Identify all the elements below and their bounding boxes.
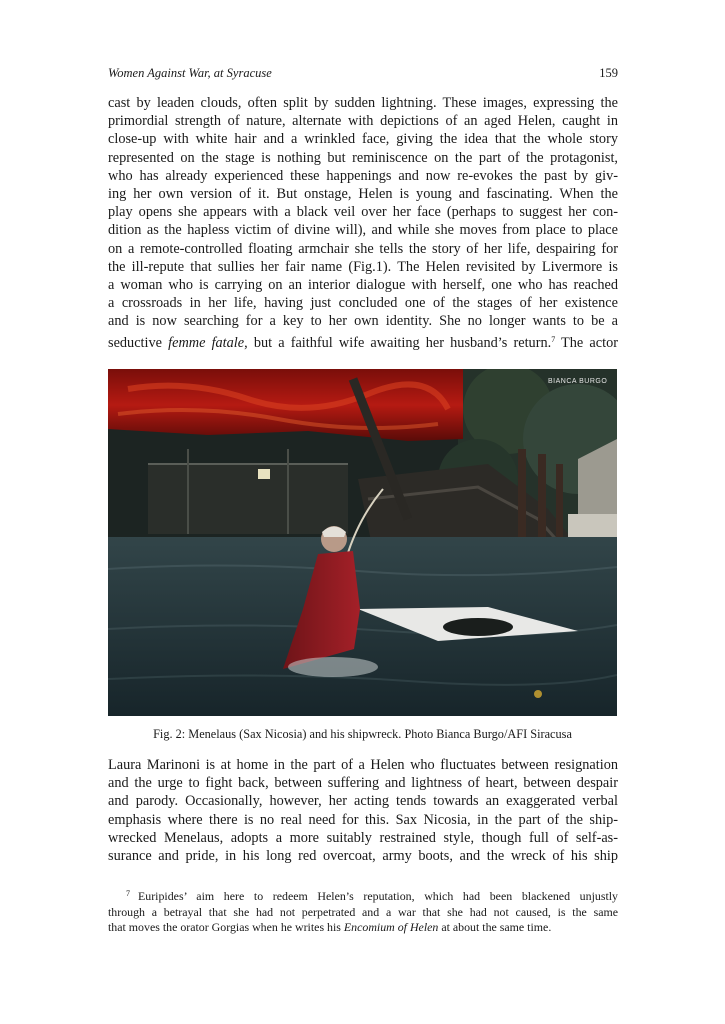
- text-line: surance and pride, in his long red overcoat, army boots, and the wreck of his ship: [108, 848, 618, 865]
- text-line: Laura Marinoni is at home in the part of a Helen who fluctuates between resignation: [108, 757, 618, 773]
- running-title: Women Against War, at Syracuse: [108, 66, 272, 80]
- italic-title: Encomium of Helen: [343, 920, 439, 934]
- text-line: a woman who is carrying on an interior dialogue with herself, one who has reached: [108, 277, 618, 294]
- footnote-line: through a betrayal that she had not perpetrated and a war that she had not caused, is the same: [108, 904, 618, 919]
- water-splash: [288, 657, 378, 677]
- text-run: The actor: [555, 334, 618, 351]
- running-header: [108, 66, 618, 82]
- figure-caption: Fig. 2: Menelaus (Sax Nicosia) and his shipwreck. Photo Bianca Burgo/AFI Siracusa: [153, 727, 572, 741]
- buoy: [534, 690, 542, 698]
- text-line: and parody. Occasionally, however, her acting tends towards an exaggerated verbal: [108, 793, 618, 810]
- text-line: the ill-repute that sullies her fair name (Fig.1). The Helen revisited by Livermore is: [108, 258, 618, 275]
- text-line: and is now searching for a key to her own identity. She no longer wants to be a: [108, 313, 618, 330]
- stage-light: [258, 469, 270, 479]
- text-run: seductive: [108, 334, 169, 351]
- text-line: a crossroads in her life, having just concluded one of the stages of her existence: [108, 295, 618, 312]
- text-line: and the urge to fight back, between suffering and lightness of heart, between despair: [108, 775, 618, 792]
- footnote-line: [108, 886, 618, 905]
- body-paragraph-2: [108, 756, 618, 865]
- text-line: play opens she appears with a black veil over her face (perhaps to suggest her con-: [108, 204, 618, 221]
- text-line: emphasis where there is no real need for this. Sax Nicosia, in the part of the ship-: [108, 811, 618, 828]
- text-line: on a remote-controlled floating armchair she tells the story of her life, despairing for: [108, 240, 618, 257]
- text-line: dition as the hapless victim of divine will), and while she moves from place to place: [108, 222, 618, 239]
- text-run: , but a faithful wife awaiting her husband’s return.: [244, 334, 552, 351]
- text-line: primordial strength of nature, alternate with depictions of an aged Helen, caught in: [108, 113, 618, 130]
- platform-wreath: [443, 618, 513, 636]
- stage-scaffold: [148, 464, 348, 534]
- stage-photo: [108, 369, 617, 716]
- text-run: Euripides’ aim here to redeem Helen’s reputation, which had been blackened unjustly: [138, 889, 618, 903]
- footnote-reference[interactable]: 7: [551, 334, 556, 344]
- page-number: 159: [599, 66, 618, 80]
- photo-credit: BIANCA BURGO: [548, 378, 608, 385]
- footnote-line-last: [108, 920, 618, 936]
- figure-photo: [108, 369, 617, 716]
- text-line: ing her own version of it. But onstage, Helen is young and fascinating. When the: [108, 186, 618, 203]
- text-run: that moves the orator Gorgias when he writes his: [108, 920, 344, 934]
- text-line: represented on the stage is nothing but reminiscence on the part of the protagonist,: [108, 149, 618, 166]
- text-line-last: [108, 331, 618, 352]
- footnote-indent: [108, 889, 126, 903]
- text-run: at about the same time.: [438, 920, 552, 934]
- footnote: [108, 886, 618, 936]
- text-line: wrecked Menelaus, adopts a more suitably restrained style, though full of self-as-: [108, 829, 618, 846]
- footnote-marker: 7: [126, 889, 130, 898]
- text-line: who has already experienced these happenings and now re-evokes the past by giv-: [108, 167, 618, 184]
- body-paragraph-1: [108, 94, 618, 352]
- italic-term: femme fatale: [168, 334, 245, 351]
- text-line: cast by leaden clouds, often split by sudden lightning. These images, expressing the: [108, 95, 618, 111]
- text-line: close-up with white hair and a wrinkled face, giving the idea that the whole story: [108, 131, 618, 148]
